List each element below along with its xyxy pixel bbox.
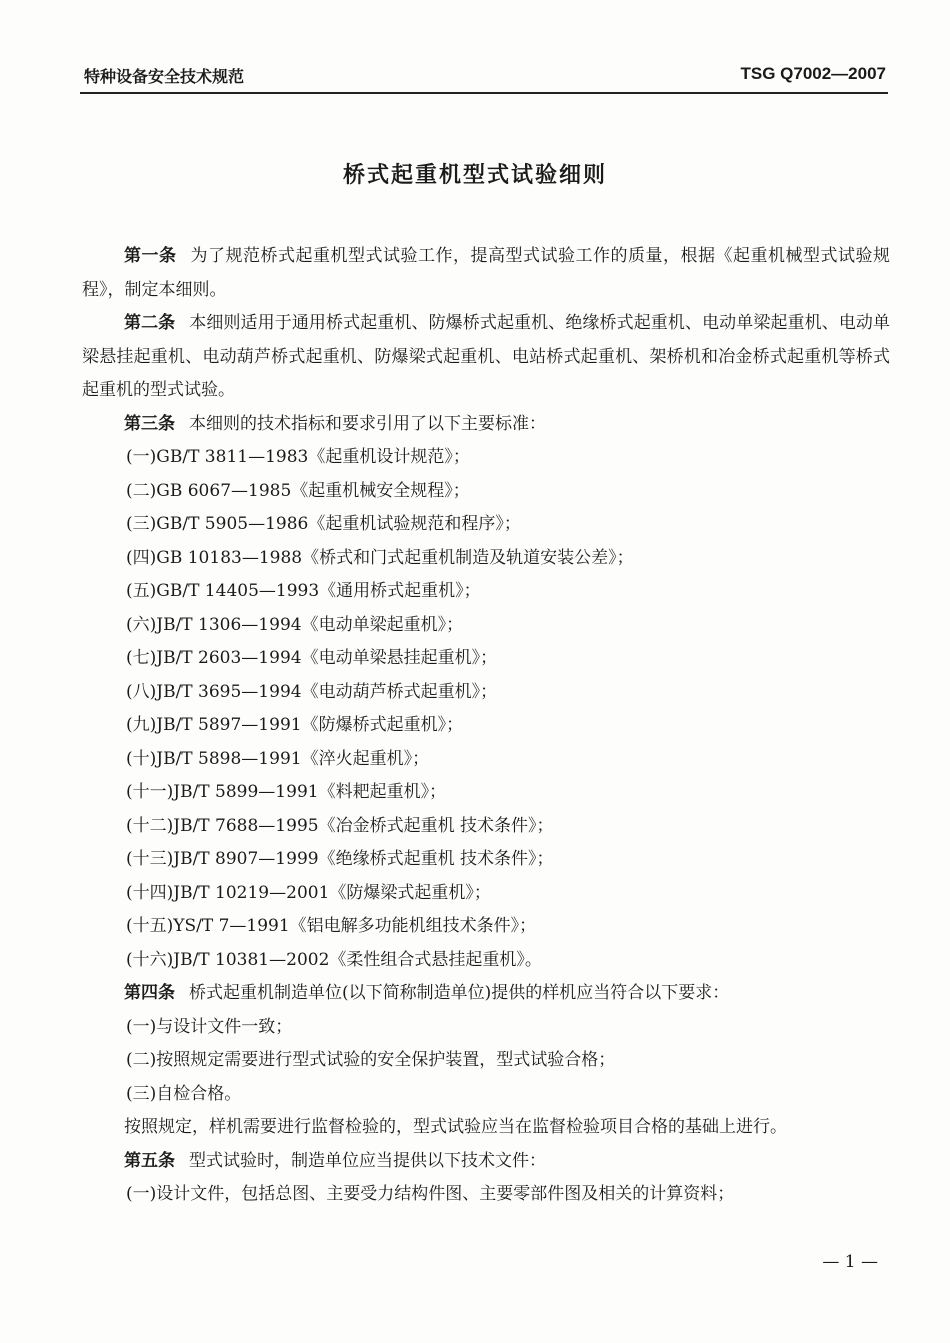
list-item: (十)JB/T 5898—1991《淬火起重机》； xyxy=(126,748,430,769)
list-item: (六)JB/T 1306—1994《电动单梁起重机》； xyxy=(126,614,464,635)
article-text: 桥式起重机制造单位(以下简称制造单位)提供的样机应当符合以下要求： xyxy=(189,983,730,1003)
list-item: (四)GB 10183—1988《桥式和门式起重机制造及轨道安装公差》； xyxy=(126,547,634,568)
list-item: (十三)JB/T 8907—1999《绝缘桥式起重机 技术条件》； xyxy=(126,849,554,869)
article-text: 本细则的技术指标和要求引用了以下主要标准： xyxy=(189,413,546,434)
list-item: (一)GB/T 3811—1983《起重机设计规范》； xyxy=(126,447,470,467)
article-text: 为了规范桥式起重机型式试验工作，提高型式试验工作的质量，根据《起重机械型式试验规程》，制定本细则。 xyxy=(82,246,890,300)
header-standard-code: TSG Q7002—2007 xyxy=(740,64,886,83)
list-item: (一)与设计文件一致； xyxy=(126,1016,293,1037)
list-item: (二)按照规定需要进行型式试验的安全保护装置，型式试验合格； xyxy=(126,1050,616,1070)
article-4-note: 按照规定，样机需要进行监督检验的，型式试验应当在监督检验项目合格的基础上进行。 xyxy=(124,1117,787,1137)
article-text: 本细则适用于通用桥式起重机、防爆桥式起重机、绝缘桥式起重机、电动单梁起重机、电动单梁悬挂起重机、电动葫芦桥式起重机、防爆梁式起重机、电站桥式起重机、架桥机和冶金桥式起重机等桥式起重机的型式试验。 xyxy=(82,313,891,400)
article-1 xyxy=(82,240,890,307)
page-header xyxy=(80,58,888,94)
article-label: 第一条 xyxy=(124,246,177,266)
article-label: 第五条 xyxy=(124,1150,175,1171)
document-title: 桥式起重机型式试验细则 xyxy=(342,163,607,188)
list-item: (十四)JB/T 10219—2001《防爆梁式起重机》； xyxy=(126,882,491,903)
list-item: (二)GB 6067—1985《起重机械安全规程》； xyxy=(126,480,470,501)
article-5 xyxy=(82,1145,890,1179)
list-item: (九)JB/T 5897—1991《防爆桥式起重机》； xyxy=(126,715,464,735)
document-body xyxy=(82,240,890,1212)
article-2 xyxy=(82,307,890,408)
list-item: (三)自检合格。 xyxy=(126,1083,242,1104)
article-text: 型式试验时，制造单位应当提供以下技术文件： xyxy=(189,1150,546,1171)
list-item: (十一)JB/T 5899—1991《料耙起重机》； xyxy=(126,782,447,802)
article-label: 第二条 xyxy=(124,313,176,333)
article-label: 第三条 xyxy=(124,413,175,434)
article-4 xyxy=(82,977,890,1011)
page-number: — 1 — xyxy=(822,1252,878,1272)
list-item: (七)JB/T 2603—1994《电动单梁悬挂起重机》； xyxy=(126,648,498,668)
article-3 xyxy=(82,408,890,442)
list-item: (八)JB/T 3695—1994《电动葫芦桥式起重机》； xyxy=(126,681,498,702)
list-item: (三)GB/T 5905—1986《起重机试验规范和程序》； xyxy=(126,514,521,534)
list-item: (十二)JB/T 7688—1995《冶金桥式起重机 技术条件》； xyxy=(126,815,554,836)
list-item: (五)GB/T 14405—1993《通用桥式起重机》； xyxy=(126,581,481,601)
article-label: 第四条 xyxy=(124,983,175,1003)
list-item: (十六)JB/T 10381—2002《柔性组合式悬挂起重机》。 xyxy=(126,949,542,970)
list-item: (十五)YS/T 7—1991《铝电解多功能机组技术条件》； xyxy=(126,916,537,936)
header-series-title: 特种设备安全技术规范 xyxy=(84,67,245,86)
list-item: (一)设计文件，包括总图、主要受力结构件图、主要零部件图及相关的计算资料； xyxy=(126,1184,735,1204)
